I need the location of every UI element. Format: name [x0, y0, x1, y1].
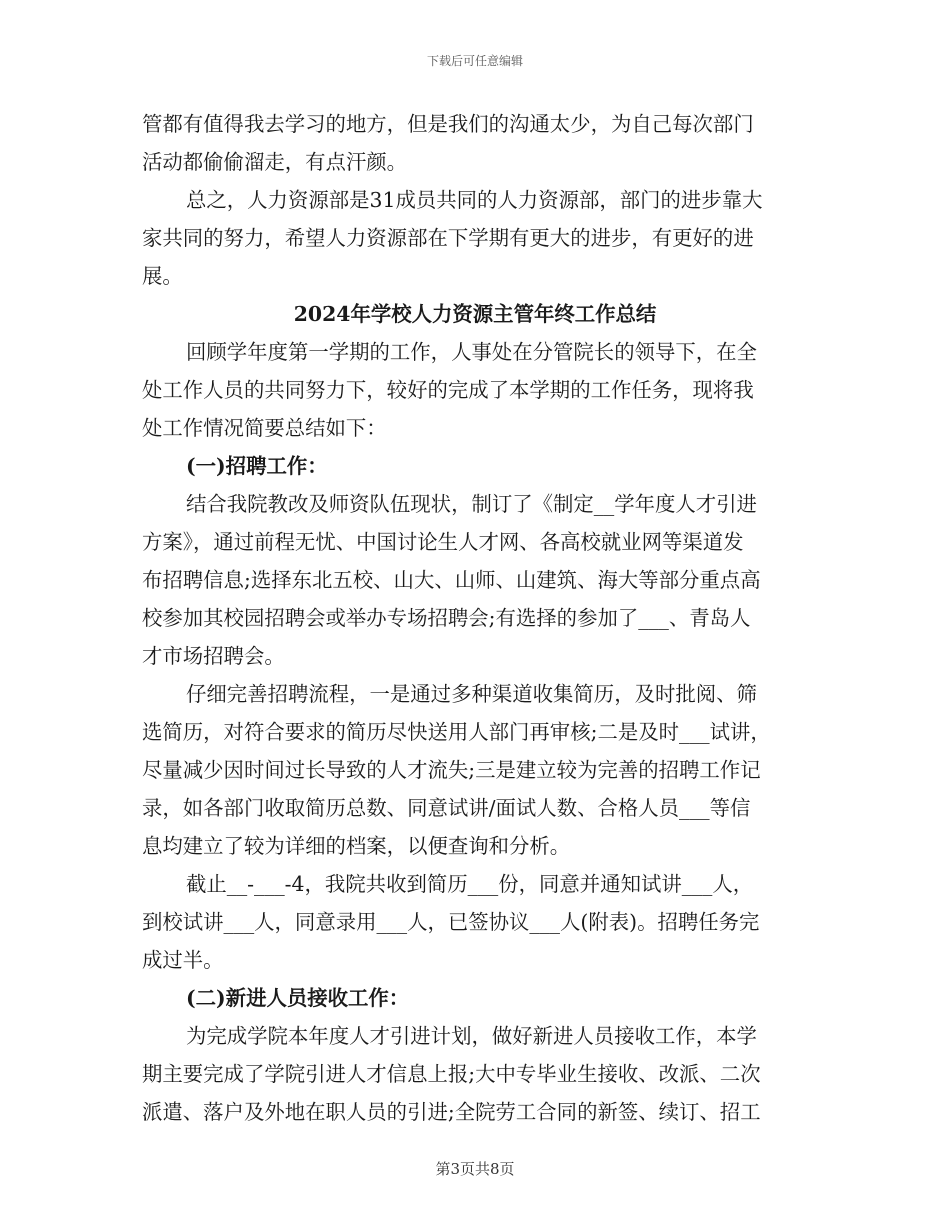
text-line: 家共同的努力，希望人力资源部在下学期有更大的进步，有更好的进 — [142, 226, 754, 250]
text-line: 到校试讲___人，同意录用___人，已签协议___人(附表)。招聘任务完 — [142, 910, 760, 934]
page-header: 下载后可任意编辑 — [426, 54, 523, 68]
section-title: 2024年学校人力资源主管年终工作总结 — [293, 302, 657, 326]
text-line: 才市场招聘会。 — [142, 644, 285, 668]
text-line: 方案》，通过前程无忧、中国讨论生人才网、各高校就业网等渠道发 — [142, 530, 744, 554]
text-line: 活动都偷偷溜走，有点汗颜。 — [142, 150, 408, 174]
text-line: 校参加其校园招聘会或举办专场招聘会;有选择的参加了___、青岛人 — [142, 606, 751, 630]
text-line: 处工作人员的共同努力下，较好的完成了本学期的工作任务，现将我 — [142, 378, 754, 402]
text-line: 总之，人力资源部是31成员共同的人力资源部，部门的进步靠大 — [186, 188, 763, 212]
text-line: 为完成学院本年度人才引进计划，做好新进人员接收工作，本学 — [186, 1024, 757, 1048]
text-line: 结合我院教改及师资队伍现状，制订了《制定__学年度人才引进 — [186, 492, 757, 516]
text-line: 仔细完善招聘流程，一是通过多种渠道收集简历，及时批阅、筛 — [186, 682, 757, 706]
document-body — [142, 105, 808, 1131]
text-line: 录，如各部门收取简历总数、同意试讲/面试人数、合格人员___等信 — [142, 796, 751, 820]
text-line: 派遣、落户及外地在职人员的引进;全院劳工合同的新签、续订、招工 — [142, 1100, 761, 1124]
text-line: 管都有值得我去学习的地方，但是我们的沟通太少，为自己每次部门 — [142, 112, 754, 136]
text-line: 展。 — [142, 264, 183, 288]
text-line: 尽量减少因时间过长导致的人才流失;三是建立较为完善的招聘工作记 — [142, 758, 761, 782]
text-line: 息均建立了较为详细的档案，以便查询和分析。 — [142, 834, 571, 858]
subsection-heading: (二)新进人员接收工作： — [186, 986, 410, 1010]
subsection-heading: (一)招聘工作： — [186, 454, 328, 478]
text-line: 选简历，对符合要求的简历尽快送用人部门再审核;二是及时___试讲， — [142, 720, 771, 744]
text-line: 布招聘信息;选择东北五校、山大、山师、山建筑、海大等部分重点高 — [142, 568, 761, 592]
text-line: 处工作情况简要总结如下： — [142, 416, 387, 440]
text-line: 成过半。 — [142, 948, 224, 972]
text-line: 回顾学年度第一学期的工作，人事处在分管院长的领导下，在全 — [186, 340, 757, 364]
text-line: 截止__-___-4，我院共收到简历___份，同意并通知试讲___人， — [186, 872, 754, 896]
page-footer: 第3页共8页 — [435, 1160, 515, 1178]
text-line: 期主要完成了学院引进人才信息上报;大中专毕业生接收、改派、二次 — [142, 1062, 761, 1086]
